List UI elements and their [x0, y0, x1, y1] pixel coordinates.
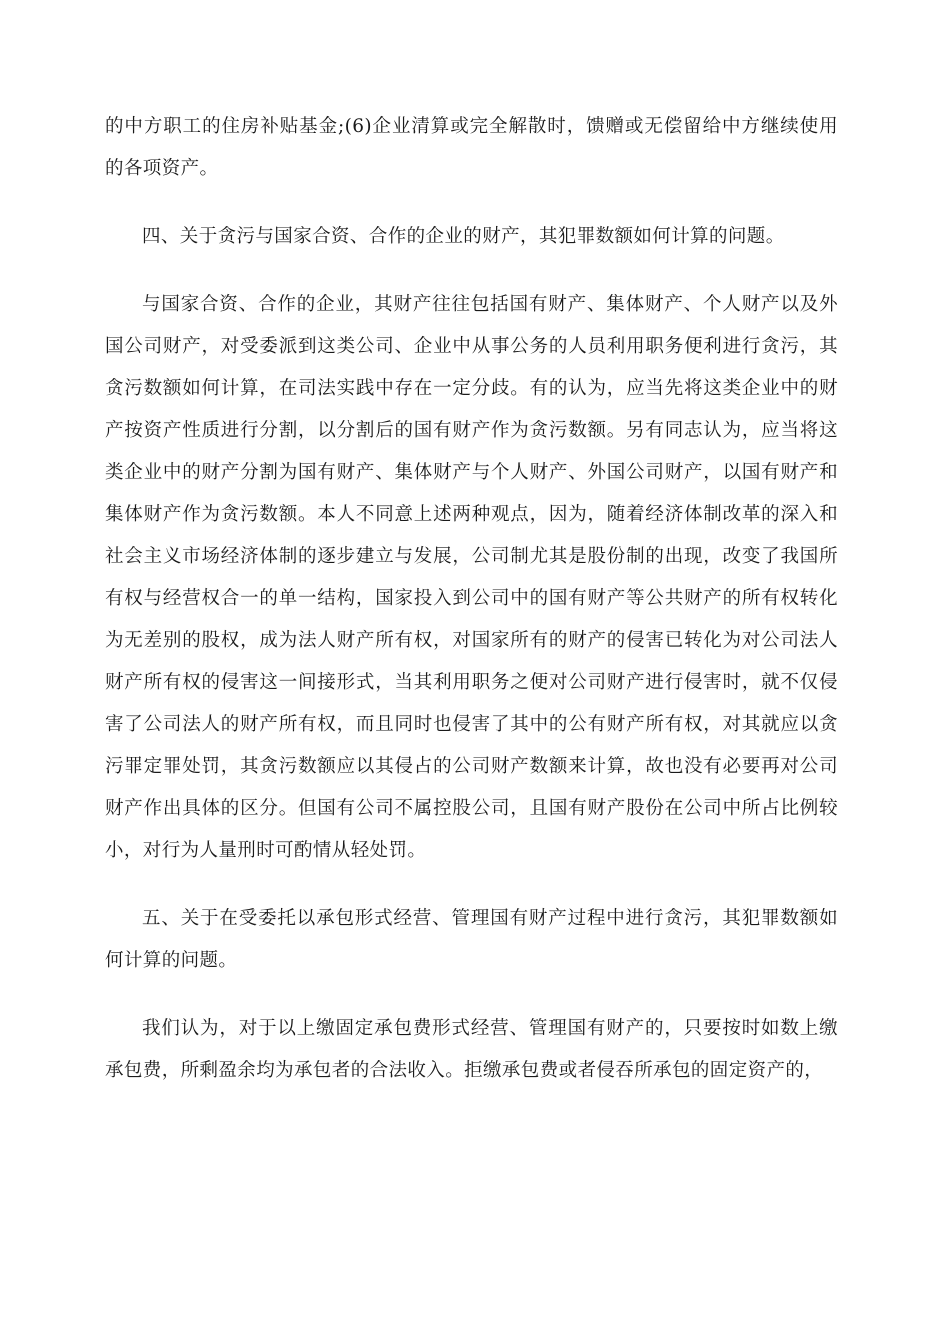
document-page: [105, 106, 838, 1092]
paragraph-contract-management: 我们认为，对于以上缴固定承包费形式经营、管理国有财产的，只要按时如数上缴承包费，所剩盈余均为承包者的合法收入。拒缴承包费或者侵吞所承包的固定资产的，: [105, 1018, 838, 1081]
section-heading-five: 五、关于在受委托以承包形式经营、管理国有财产过程中进行贪污，其犯罪数额如何计算的问题。: [105, 908, 838, 971]
paragraph-joint-venture-property: 与国家合资、合作的企业，其财产往往包括国有财产、集体财产、个人财产以及外国公司财产，对受委派到这类公司、企业中从事公务的人员利用职务便利进行贪污，其贪污数额如何计算，在司法实践中存在一定分歧。有的认为，应当先将这类企业中的财产按资产性质进行分割，以分割后的国有财产作为贪污数额。另有同志认为，应当将这类企业中的财产分割为国有财产、集体财产与个人财产、外国公司财产，以国有财产和集体财产作为贪污数额。本人不同意上述两种观点，因为，随着经济体制改革的深入和社会主义市场经济体制的逐步建立与发展，公司制尤其是股份制的出现，改变了我国所有权与经营权合一的单一结构，国家投入到公司中的国有财产等公共财产的所有权转化为无差别的股权，成为法人财产所有权，对国家所有的财产的侵害已转化为对公司法人财产所有权的侵害这一间接形式，当其利用职务之便对公司财产进行侵害时，就不仅侵害了公司法人的财产所有权，而且同时也侵害了其中的公有财产所有权，对其就应以贪污罪定罪处罚，其贪污数额应以其侵占的公司财产数额来计算，故也没有必要再对公司财产作出具体的区分。但国有公司不属控股公司，且国有财产股份在公司中所占比例较小，对行为人量刑时可酌情从轻处罚。: [105, 294, 838, 861]
section-heading-four: 四、关于贪污与国家合资、合作的企业的财产，其犯罪数额如何计算的问题。: [142, 226, 785, 247]
paragraph-continuation: 的中方职工的住房补贴基金;(6)企业清算或完全解散时，馈赠或无偿留给中方继续使用的各项资产。: [105, 116, 838, 179]
